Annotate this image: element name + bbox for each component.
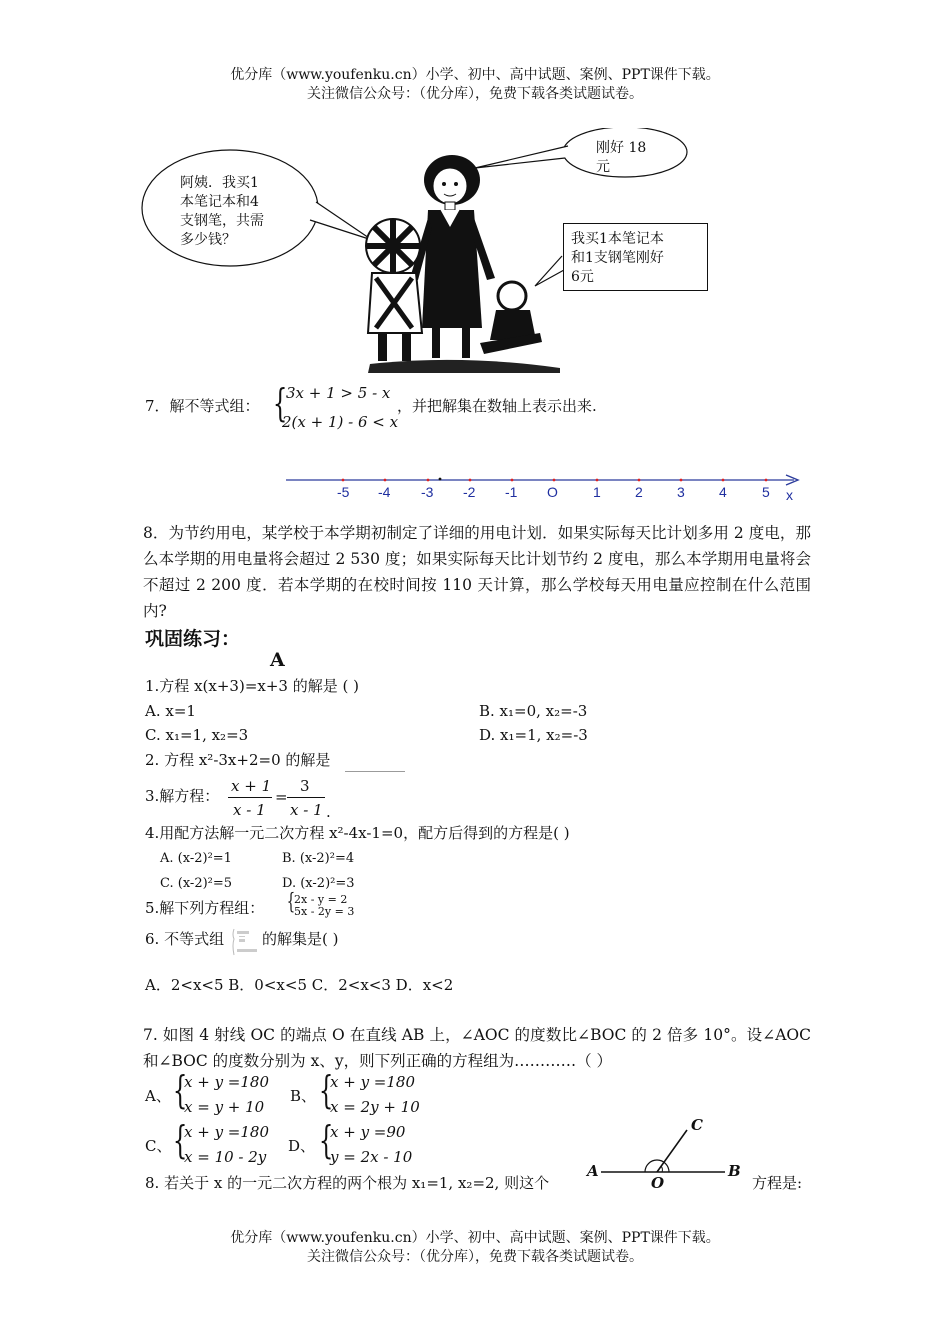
ex5-brace: { [286,890,296,915]
ex1-option-a: A. x=1 [145,702,196,720]
ex3-numerator-1: x + 1 [231,777,272,795]
ex5-line-2: 5x - 2y = 3 [294,905,355,918]
q7-prefix: 7．解不等式组： [145,397,260,415]
angle-figure [585,1112,745,1194]
ex8-text: 8. 若关于 x 的一元二次方程的两个根为 x₁=1, x₂=2, 则这个 [145,1174,550,1192]
right-box-line: 和1支钢笔刚好 [571,250,664,266]
top-speech-bubble [596,139,646,177]
left-bubble-line: 多少钱？ [180,232,236,248]
q7-suffix: ，并把解集在数轴上表示出来. [397,397,597,415]
tick-label: -1 [505,484,518,500]
point-a-label: A [587,1162,599,1180]
section-subtitle: A [270,649,285,671]
ex1-stem: 1.方程 x(x+3)=x+3 的解是 ( ) [145,677,359,695]
left-speech-bubble [180,174,264,250]
section-title: 巩固练习： [145,628,241,650]
right-box-line: 我买1本笔记本 [571,231,664,247]
ex1-option-b: B. x₁=0, x₂=-3 [479,702,588,720]
ex7-c-line-1: x + y =180 [184,1123,270,1141]
left-bubble-line: 本笔记本和4 [180,194,259,210]
ex6-options: A．2<x<5 B．0<x<5 C．2<x<3 D．x<2 [145,976,454,994]
top-bubble-line: 刚好 18 [596,140,647,156]
tick-label: -3 [421,484,434,500]
ex4-option-d: D. (x-2)²=3 [282,876,355,891]
ex6-inequality-image [231,925,261,959]
ex6-inequality-faint [231,925,261,959]
page-footer [0,1229,950,1267]
ex7-c-line-2: x = 10 - 2y [184,1148,267,1166]
ex7-label-d: D、 [288,1137,316,1155]
ex3-equals: = [275,788,288,806]
right-speech-box [563,223,708,291]
ex7-label-c: C、 [145,1137,172,1155]
ex2-blank: ________ [345,754,405,772]
ex1-option-c: C. x₁=1, x₂=3 [145,726,249,744]
ex3-fraction-bar-1 [228,797,272,798]
tick-label: 3 [677,484,685,500]
tick-label: -2 [463,484,476,500]
ex3-denominator-2: x - 1 [290,801,323,819]
header-line-2: 关注微信公众号：（优分库），免费下载各类试题试卷。 [307,86,643,102]
footer-line-1: 优分库（www.youfenku.cn）小学、初中、高中试题、案例、PPT课件下载。 [230,1230,720,1246]
ex7-a-line-1: x + y =180 [184,1073,270,1091]
ex7-brace-a: { [172,1068,188,1112]
axis-label: x [786,487,793,503]
tick-label: O [547,484,558,500]
tick-label: 1 [593,484,601,500]
ex3-denominator-1: x - 1 [233,801,266,819]
ex3-fraction-bar-2 [287,797,325,798]
tick-label: 4 [719,484,727,500]
ex4-option-b: B. (x-2)²=4 [282,851,355,866]
q8-text: 8．为节约用电，某学校于本学期初制定了详细的用电计划．如果实际每天比计划多用 2 度电，那么本学期的用电量将会超过 2 530 度；如果实际每天比计划节约 2 度电，那么本学期用电量将会不超过 2 200 度．若本学期的在校时间按 110 天计算，那么学校每天用电量应控制在什么范围内? [143,524,811,620]
ex5-line-1: 2x - y = 2 [294,893,348,906]
ex4-option-c: C. (x-2)²=5 [160,876,233,891]
page-header [0,66,950,104]
number-line-axis [280,470,810,506]
q7-brace: { [272,381,288,425]
tick-label: -5 [337,484,350,500]
header-line-1: 优分库（www.youfenku.cn）小学、初中、高中试题、案例、PPT课件下载。 [230,67,720,83]
left-bubble-line: 支钢笔，共需 [180,213,264,229]
ex3-period: . [326,803,331,821]
ex7-brace-c: { [172,1118,188,1162]
number-line [280,470,810,506]
left-bubble-line: 阿姨．我买1 [180,175,259,191]
ex7-b-line-2: x = 2y + 10 [330,1098,420,1116]
angle-figure-drawing [585,1112,745,1194]
point-c-label: C [691,1116,703,1134]
ex2-stem: 2. 方程 x²-3x+2=0 的解是 [145,751,331,769]
tick-label: -4 [378,484,391,500]
ex6-suffix: 的解集是( ) [262,930,339,948]
ex7-label-a: A、 [145,1087,171,1105]
tick-label: 2 [635,484,643,500]
ex7-d-line-1: x + y =90 [330,1123,406,1141]
ex7-text: 7. 如图 4 射线 OC 的端点 O 在直线 AB 上，∠AOC 的度数比∠BOC 的 2 倍多 10°。设∠AOC 和∠BOC 的度数分别为 x、y，则下列正确的方程组为…………（ ） [143,1026,811,1070]
ex8-tail: 方程是: [752,1174,803,1192]
ex4-option-a: A. (x-2)²=1 [160,851,232,866]
q7-line-2: 2(x + 1) - 6 < x [282,413,399,431]
ex3-prefix: 3.解方程： [145,787,220,805]
ex3-numerator-2: 3 [300,777,310,795]
point-o-label: O [651,1174,665,1192]
ex7-brace-d: { [318,1118,334,1162]
ex7-label-b: B、 [290,1087,317,1105]
ex5-prefix: 5.解下列方程组： [145,899,265,917]
ex7-b-line-1: x + y =180 [330,1073,416,1091]
q7-line-1: 3x + 1 > 5 - x [286,384,391,402]
footer-line-2: 关注微信公众号：（优分库），免费下载各类试题试卷。 [307,1249,643,1265]
ex7-a-line-2: x = y + 10 [184,1098,265,1116]
ex7-brace-b: { [318,1068,334,1112]
ex6-prefix: 6. 不等式组 [145,930,225,948]
ex4-stem: 4.用配方法解一元二次方程 x²-4x-1=0，配方后得到的方程是( ) [145,824,570,842]
tick-label: 5 [762,484,770,500]
ex7-d-line-2: y = 2x - 10 [330,1148,413,1166]
point-b-label: B [728,1162,741,1180]
top-bubble-line: 元 [596,159,610,175]
right-box-line: 6元 [571,269,594,285]
ex1-option-d: D. x₁=1, x₂=-3 [479,726,588,744]
